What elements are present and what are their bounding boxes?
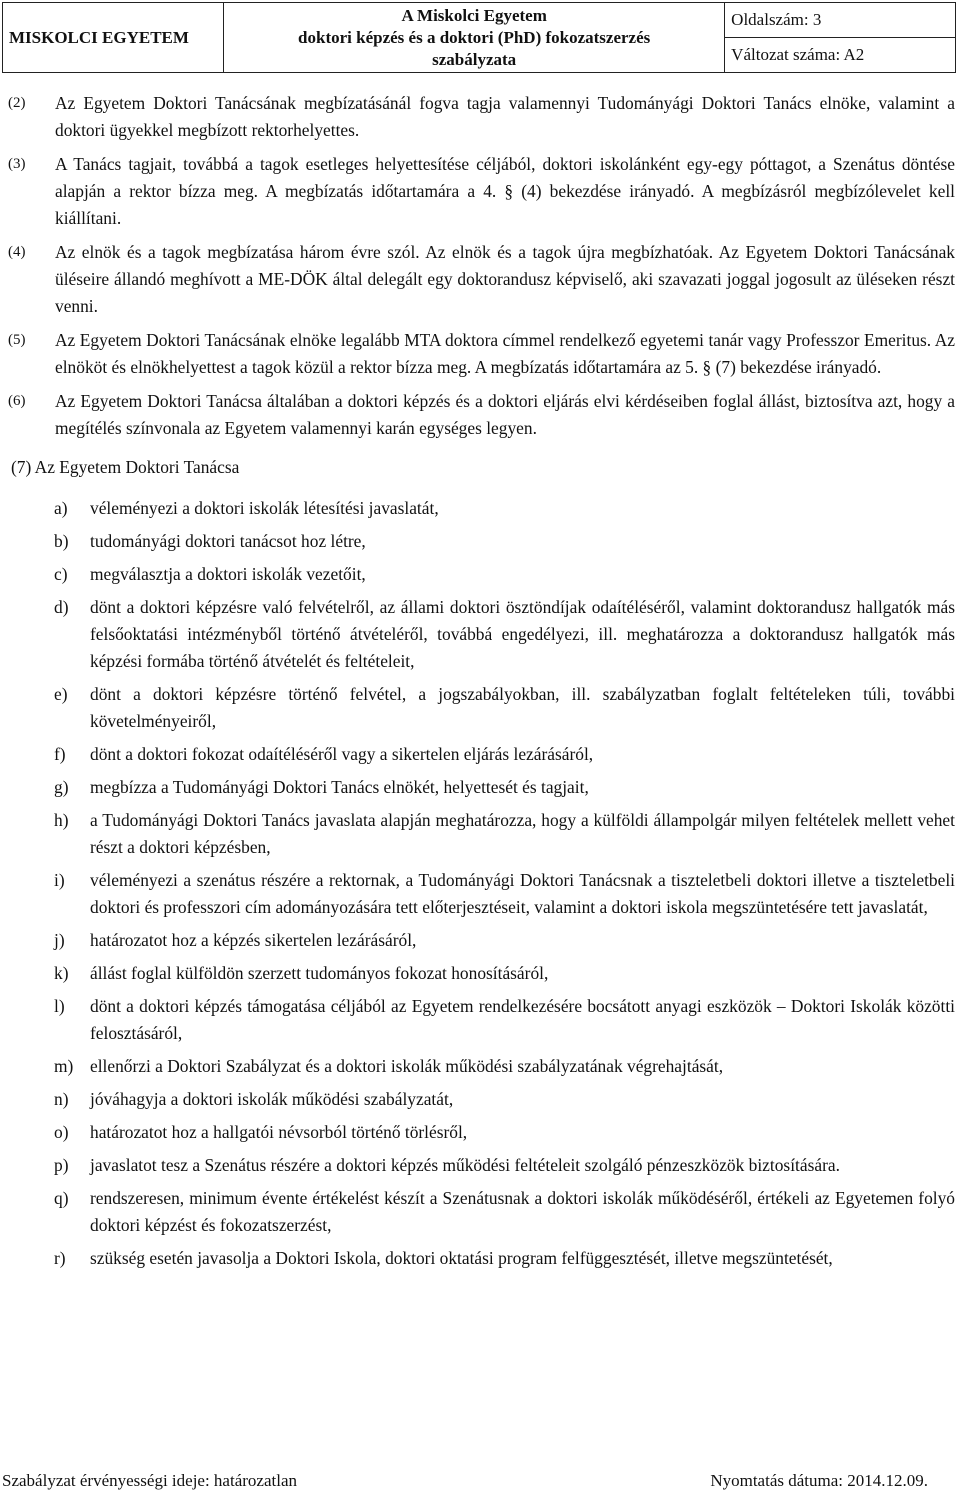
footer-validity: Szabályzat érvényességi ideje: határozatlan	[2, 1471, 297, 1490]
list-item-label: p)	[54, 1155, 69, 1175]
list-item-label: m)	[54, 1056, 74, 1076]
list-item-text: dönt a doktori képzésre történő felvétel, a jogszabályokban, ill. szabályzatban foglalt feltételeken túli, további követelményeiről,	[90, 684, 955, 731]
paragraph-text: Az elnök és a tagok megbízatása három évre szól. Az elnök és a tagok újra megbízhatóak. Az Egyetem Doktori Tanácsának üléseire állandó meghívott a ME-DÖK által delegált egy doktorandusz képviselő, aki szavazati joggal jogosult az üléseken részt venni.	[55, 242, 955, 316]
list-item	[54, 927, 955, 954]
paragraph-4	[7, 239, 955, 320]
header-page-number: Oldalszám: 3	[725, 3, 956, 38]
header-title-line1: A Miskolci Egyetem	[401, 5, 547, 25]
document-footer	[2, 1471, 928, 1491]
paragraph-text: Az Egyetem Doktori Tanácsának megbízatásánál fogva tagja valamennyi Tudományági Doktori Tanács elnöke, valamint a doktori ügyekkel megbízott rektorhelyettes.	[55, 93, 955, 140]
list-item-text: ellenőrzi a Doktori Szabályzat és a doktori iskolák működési szabályzatának végrehajtását,	[90, 1056, 724, 1076]
list-item-label: f)	[54, 744, 66, 764]
list-item-label: b)	[54, 531, 69, 551]
paragraph-6	[7, 388, 955, 442]
paragraph-text: Az Egyetem Doktori Tanácsa általában a doktori képzés és a doktori eljárás elvi kérdéseiben foglal állást, biztosítva azt, hogy a megítélés színvonala az Egyetem valamennyi karán egységes legyen.	[55, 391, 955, 438]
list-item	[54, 1053, 955, 1080]
list-item	[54, 594, 955, 675]
paragraph-number: (2)	[8, 95, 26, 111]
document-body	[7, 90, 955, 1278]
list-item	[54, 774, 955, 801]
document-header	[2, 2, 956, 72]
paragraph-number: (3)	[8, 156, 26, 172]
list-item	[54, 993, 955, 1047]
paragraph-number: (6)	[8, 393, 26, 409]
list-item-label: j)	[54, 930, 65, 950]
list-item	[54, 528, 955, 555]
list-item-text: véleményezi a doktori iskolák létesítési javaslatát,	[90, 498, 439, 518]
list-item	[54, 681, 955, 735]
list-item	[54, 1185, 955, 1239]
list-item-label: a)	[54, 498, 68, 518]
list-item-label: g)	[54, 777, 69, 797]
list-item-text: javaslatot tesz a Szenátus részére a doktori képzés működési feltételeit szolgáló pénzeszközök biztosítására.	[90, 1155, 840, 1175]
paragraph-3	[7, 151, 955, 232]
list-item	[54, 1086, 955, 1113]
list-item	[54, 561, 955, 588]
list-item-text: megválasztja a doktori iskolák vezetőit,	[90, 564, 366, 584]
header-title-line2: doktori képzés és a doktori (PhD) fokozatszerzés	[298, 27, 651, 47]
list-item-text: dönt a doktori fokozat odaítéléséről vagy a sikertelen eljárás lezárásáról,	[90, 744, 594, 764]
header-institution: MISKOLCI EGYETEM	[3, 3, 224, 73]
list-item-text: dönt a doktori képzésre való felvételről, az állami doktori ösztöndíjak odaítéléséről, valamint doktorandusz hallgatók más felsőoktatási intézményből történő átvételéről, továbbá engedélyezi, ill. meghatározza a doktorandusz hallgatók más képzési formába történő átvételét és feltételeit,	[90, 597, 955, 671]
list-item-text: jóváhagyja a doktori iskolák működési szabályzatát,	[90, 1089, 454, 1109]
list-item	[54, 1245, 955, 1272]
list-item-label: o)	[54, 1122, 69, 1142]
paragraph-number: (4)	[8, 244, 26, 260]
header-version: Változat száma: A2	[725, 38, 956, 73]
list-item-text: rendszeresen, minimum évente értékelést készít a Szenátusnak a doktori iskolák működéséről, értékeli az Egyetemen folyó doktori képzést és fokozatszerzést,	[90, 1188, 955, 1235]
list-item-label: e)	[54, 684, 68, 704]
paragraph-text: Az Egyetem Doktori Tanácsának elnöke legalább MTA doktora címmel rendelkező egyetemi tanár vagy Professzor Emeritus. Az elnököt és elnökhelyettest a tagok közül a rektor bízza meg. A megbízatás időtartamára az 5. § (7) bekezdése irányadó.	[55, 330, 955, 377]
list-item-label: q)	[54, 1188, 69, 1208]
paragraph-5	[7, 327, 955, 381]
header-document-title	[224, 3, 725, 73]
list-item	[54, 960, 955, 987]
list-item	[54, 1119, 955, 1146]
list-item	[54, 741, 955, 768]
list-item	[54, 807, 955, 861]
list-item-text: véleményezi a szenátus részére a rektornak, a Tudományági Doktori Tanácsnak a tiszteletbeli doktori illetve a tiszteletbeli doktori és professzori cím adományozására tett előterjesztéseit, valamint a doktori iskola megszüntetésére tett javaslatát,	[90, 870, 955, 917]
list-item-text: szükség esetén javasolja a Doktori Iskola, doktori oktatási program felfüggesztését, illetve megszüntetését,	[90, 1248, 833, 1268]
footer-print-date: Nyomtatás dátuma: 2014.12.09.	[710, 1471, 928, 1490]
list-item-text: a Tudományági Doktori Tanács javaslata alapján meghatározza, hogy a külföldi állampolgár milyen feltételek mellett vehet részt a doktori képzésben,	[90, 810, 955, 857]
list-item-label: l)	[54, 996, 65, 1016]
paragraph-number: (5)	[8, 332, 26, 348]
list-item-text: dönt a doktori képzés támogatása céljából az Egyetem rendelkezésére bocsátott anyagi eszközök – Doktori Iskolák közötti felosztásáról,	[90, 996, 955, 1043]
paragraph-7-title: (7) Az Egyetem Doktori Tanácsa	[11, 457, 240, 477]
list-item	[54, 495, 955, 522]
list-item-text: határozatot hoz a hallgatói névsorból történő törlésről,	[90, 1122, 468, 1142]
list-item-label: c)	[54, 564, 68, 584]
list-item	[54, 867, 955, 921]
list-item-label: r)	[54, 1248, 66, 1268]
list-item	[54, 1152, 955, 1179]
header-title-line3: szabályzata	[432, 49, 517, 69]
list-item-text: határozatot hoz a képzés sikertelen lezárásáról,	[90, 930, 417, 950]
list-item-label: d)	[54, 597, 69, 617]
paragraph-text: A Tanács tagjait, továbbá a tagok esetleges helyettesítése céljából, doktori iskolánként egy-egy póttagot, a Szenátus döntése alapján a rektor bízza meg. A megbízatás időtartamára a 4. § (4) bekezdése irányadó. A megbízásról megbízólevelet kell kiállítani.	[55, 154, 955, 228]
list-item-text: tudományági doktori tanácsot hoz létre,	[90, 531, 366, 551]
list-item-label: i)	[54, 870, 65, 890]
list-item-label: k)	[54, 963, 69, 983]
paragraph-2	[7, 90, 955, 144]
paragraph-7-list	[7, 495, 955, 1272]
list-item-label: h)	[54, 810, 69, 830]
list-item-text: megbízza a Tudományági Doktori Tanács elnökét, helyettesét és tagjait,	[90, 777, 589, 797]
list-item-text: állást foglal külföldön szerzett tudományos fokozat honosításáról,	[90, 963, 549, 983]
list-item-label: n)	[54, 1089, 69, 1109]
